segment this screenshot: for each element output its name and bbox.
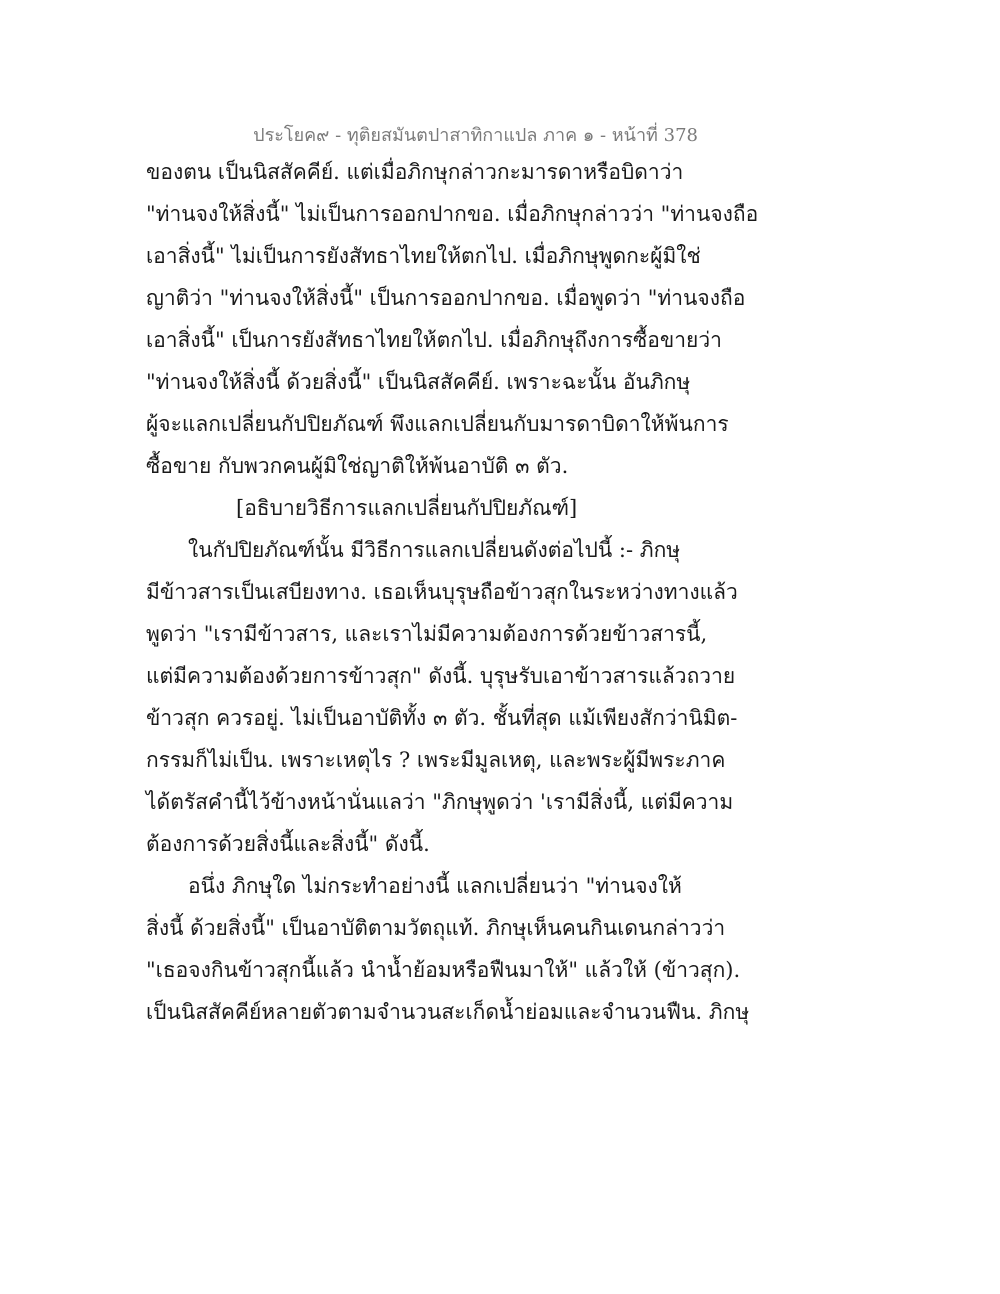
paragraph-3-line: เป็นนิสสัคคีย์หลายตัวตามจำนวนสะเก็ดน้ำย่อมและจำนวนฟืน. ภิกษุ	[146, 1000, 750, 1024]
section-heading: [อธิบายวิธีการแลกเปลี่ยนกัปปิยภัณฑ์]	[236, 496, 578, 520]
paragraph-3-line: อนึ่ง ภิกษุใด ไม่กระทำอย่างนี้ แลกเปลี่ยนว่า "ท่านจงให้	[188, 874, 682, 898]
paragraph-2-line: พูดว่า "เรามีข้าวสาร, และเราไม่มีความต้องการด้วยข้าวสารนี้,	[146, 622, 708, 646]
paragraph-1-line: ซื้อขาย กับพวกคนผู้มิใช่ญาติให้พ้นอาบัติ ๓ ตัว.	[146, 454, 569, 478]
paragraph-2-line: ต้องการด้วยสิ่งนี้และสิ่งนี้" ดังนี้.	[146, 832, 430, 856]
paragraph-1-line: "ท่านจงให้สิ่งนี้ ด้วยสิ่งนี้" เป็นนิสสัคคีย์. เพราะฉะนั้น อันภิกษุ	[146, 370, 691, 394]
paragraph-2-line: ได้ตรัสคำนี้ไว้ข้างหน้านั่นแลว่า "ภิกษุพูดว่า 'เรามีสิ่งนี้, แต่มีความ	[146, 790, 734, 814]
paragraph-1-line: "ท่านจงให้สิ่งนี้" ไม่เป็นการออกปากขอ. เมื่อภิกษุกล่าวว่า "ท่านจงถือ	[146, 202, 759, 226]
paragraph-2-line: กรรมก็ไม่เป็น. เพราะเหตุไร ? เพระมีมูลเหตุ, และพระผู้มีพระภาค	[146, 748, 726, 772]
paragraph-2-line: แต่มีความต้องด้วยการข้าวสุก" ดังนี้. บุรุษรับเอาข้าวสารแล้วถวาย	[146, 664, 736, 688]
paragraph-3-line: สิ่งนี้ ด้วยสิ่งนี้" เป็นอาบัติตามวัตถุแท้. ภิกษุเห็นคนกินเดนกล่าวว่า	[146, 916, 726, 940]
paragraph-1-line: เอาสิ่งนี้" ไม่เป็นการยังสัทธาไทยให้ตกไป. เมื่อภิกษุพูดกะผู้มิใช่	[146, 244, 701, 268]
paragraph-1-line: เอาสิ่งนี้" เป็นการยังสัทธาไทยให้ตกไป. เมื่อภิกษุถึงการซื้อขายว่า	[146, 328, 722, 352]
paragraph-1-line: ของตน เป็นนิสสัคคีย์. แต่เมื่อภิกษุกล่าวกะมารดาหรือบิดาว่า	[146, 160, 684, 184]
paragraph-1-line: ญาติว่า "ท่านจงให้สิ่งนี้" เป็นการออกปากขอ. เมื่อพูดว่า "ท่านจงถือ	[146, 286, 746, 310]
running-header: ประโยค๙ - ทุติยสมันตปาสาทิกาแปล ภาค ๑ - หน้าที่ 378	[253, 125, 698, 146]
paragraph-2-line: ในกัปปิยภัณฑ์นั้น มีวิธีการแลกเปลี่ยนดังต่อไปนี้ :- ภิกษุ	[188, 538, 681, 562]
paragraph-3-line: "เธอจงกินข้าวสุกนี้แล้ว นำน้ำย้อมหรือฟืนมาให้" แล้วให้ (ข้าวสุก).	[146, 958, 741, 982]
paragraph-2-line: มีข้าวสารเป็นเสบียงทาง. เธอเห็นบุรุษถือข้าวสุกในระหว่างทางแล้ว	[146, 580, 738, 604]
paragraph-2-line: ข้าวสุก ควรอยู่. ไม่เป็นอาบัติทั้ง ๓ ตัว. ชั้นที่สุด แม้เพียงสักว่านิมิต-	[146, 706, 738, 730]
paragraph-1-line: ผู้จะแลกเปลี่ยนกัปปิยภัณฑ์ พึงแลกเปลี่ยนกับมารดาบิดาให้พ้นการ	[146, 412, 729, 436]
